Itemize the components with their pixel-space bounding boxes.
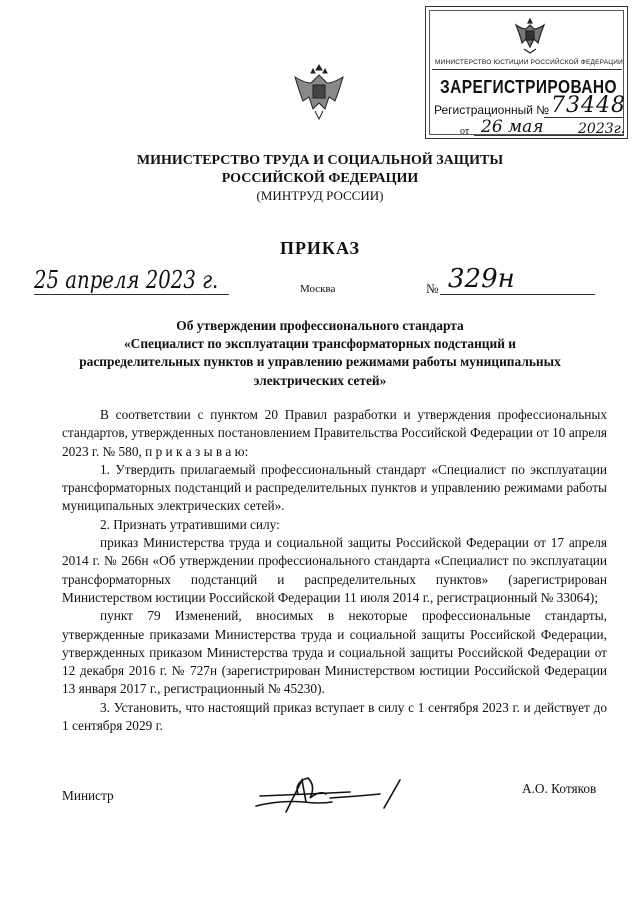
title-line3: распределительных пунктов и управлению режимами работы муниципальных (79, 354, 561, 370)
stamp-emblem-icon (508, 13, 552, 57)
body-paragraph-1: В соответствии с пунктом 20 Правил разработки и утверждения профессиональных стандартов, утвержденных постановлением Правительства Российской Федерации от 10 апреля 2023 г. № 580, п р и к а з ы в а ю: (62, 407, 607, 459)
ministry-abbreviation: (МИНТРУД РОССИИ) (256, 188, 384, 203)
city-label: Москва (300, 283, 336, 295)
registration-stamp (425, 6, 628, 139)
date-underline (34, 294, 229, 295)
title-line1: Об утверждении профессионального стандарта (176, 318, 464, 333)
ministry-name-line2: РОССИЙСКОЙ ФЕДЕРАЦИИ (221, 171, 419, 186)
title-line2: «Специалист по эксплуатации трансформаторных подстанций и (123, 336, 517, 352)
order-body (62, 406, 607, 735)
stamp-reg-number-label: Регистрационный № (434, 103, 550, 117)
order-number: 329н (448, 264, 515, 294)
handwritten-signature-icon (250, 772, 430, 818)
stamp-ministry-line: МИНИСТЕРСТВО ЮСТИЦИИ РОССИЙСКОЙ ФЕДЕРАЦИИ (434, 59, 624, 66)
stamp-reg-underline (544, 117, 624, 118)
number-underline (440, 294, 595, 295)
signatory-position: Министр (62, 788, 114, 803)
order-date: 25 апреля 2023 г. (34, 266, 219, 294)
stamp-reg-number-value: 73448 (551, 93, 626, 118)
body-paragraph-3: 2. Признать утратившими силу: (100, 516, 280, 532)
number-sign: № (426, 281, 439, 296)
order-title (50, 317, 590, 390)
ministry-name-line1: МИНИСТЕРСТВО ТРУДА И СОЦИАЛЬНОЙ ЗАЩИТЫ (136, 153, 504, 168)
stamp-date-underline (474, 135, 624, 136)
stamp-year-value: 2023г. (578, 121, 626, 137)
stamp-divider (432, 69, 622, 70)
document-type: ПРИКАЗ (279, 238, 361, 258)
body-paragraph-5: пункт 79 Изменений, вносимых в некоторые профессиональные стандарты, утвержденные приказами Министерства труда и социальной защиты Российской Федерации, утвержденных приказом Министерства труда и социальной защиты Российской Федерации от 12 декабря 2016 г. № 727н (зарегистрирован Министерством юстиции Российской Федерации 13 января 2017 г., регистрационный № 45230). (62, 608, 607, 697)
coat-of-arms-icon (291, 63, 347, 121)
stamp-date-prefix: от (460, 126, 470, 137)
body-paragraph-4: приказ Министерства труда и социальной защиты Российской Федерации от 17 апреля 2014 г. № 266н «Об утверждении профессионального стандарта «Специалист по эксплуатации трансформаторных подстанций и распределительных пунктов» (зарегистрирован Министерством юстиции Российской Федерации 11 июля 2014 г., регистрационный № 33064); (62, 535, 607, 605)
body-paragraph-6: 3. Установить, что настоящий приказ вступает в силу с 1 сентября 2023 г. и действует до 1 сентября 2029 г. (62, 699, 607, 734)
title-line4: электрических сетей» (253, 372, 387, 388)
stamp-registered-label: ЗАРЕГИСТРИРОВАНО (440, 77, 617, 97)
stamp-date-value: 26 мая (481, 117, 544, 137)
body-paragraph-2: 1. Утвердить прилагаемый профессиональный стандарт «Специалист по эксплуатации трансформаторных подстанций и распределительных пунктов и управлению режимами работы муниципальных электрических сетей». (62, 461, 607, 514)
signatory-name: А.О. Котяков (522, 781, 597, 796)
